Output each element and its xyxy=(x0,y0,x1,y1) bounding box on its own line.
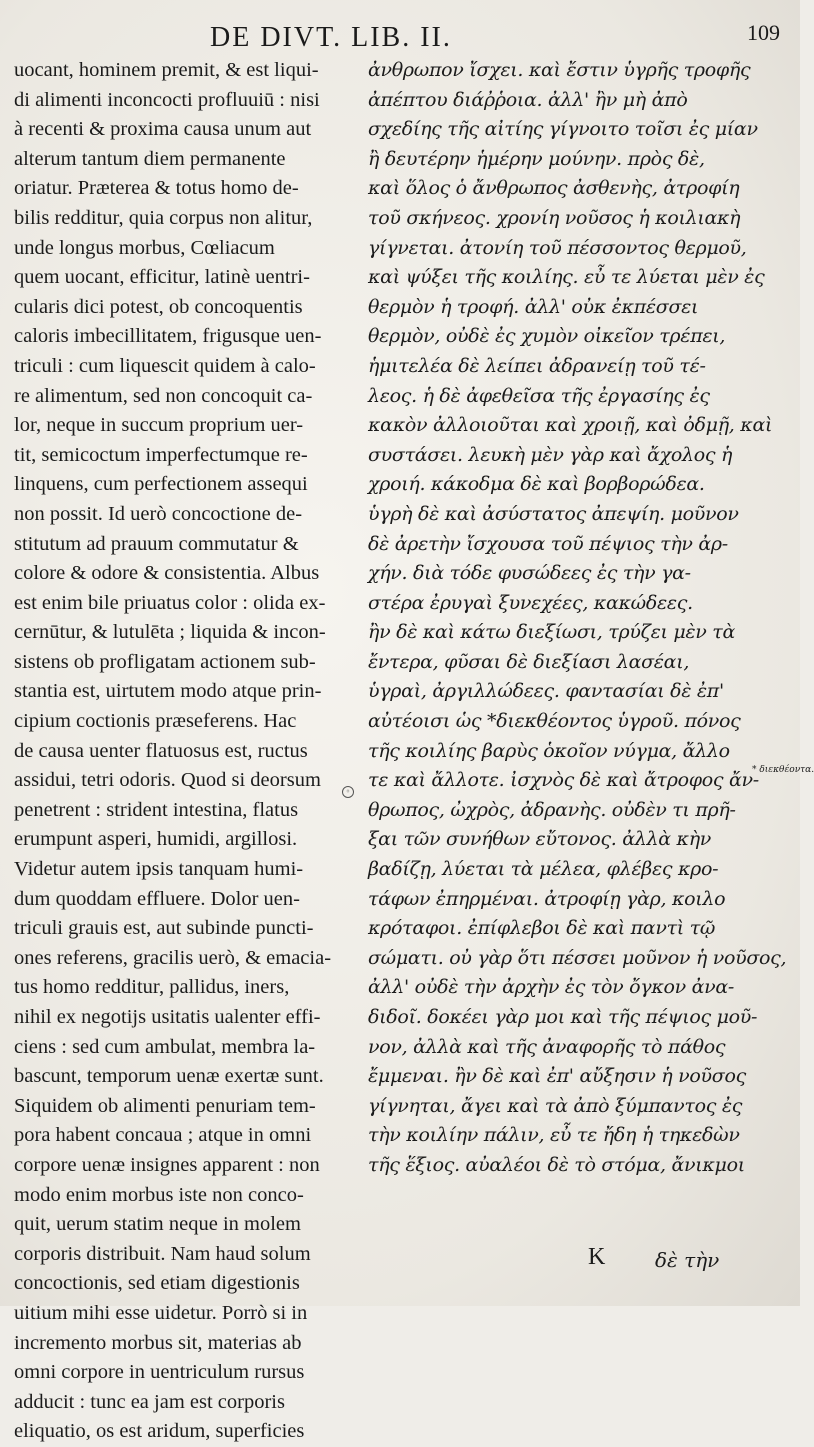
greek-text-line: θερμὸν ἡ τροφή. ἀλλ' οὐκ ἐκπέσσει xyxy=(368,295,699,318)
latin-text-line: sistens ob profligatam actionem sub- xyxy=(14,650,316,673)
latin-text-line: cularis dici potest, ob concoquentis xyxy=(14,295,303,318)
latin-text-line: ciens : sed cum ambulat, membra la- xyxy=(14,1035,316,1058)
latin-text-line: corporis distribuit. Nam haud solum xyxy=(14,1242,311,1265)
greek-text-line: χροιή. κάκοδμα δὲ καὶ βορβορώδεα. xyxy=(368,473,705,496)
marginal-marker: ◦ xyxy=(342,786,354,798)
latin-text-line: bilis redditur, quia corpus non alitur, xyxy=(14,206,313,229)
greek-text-line: θρωπος, ὠχρὸς, ἀδρανὴς. οὐδὲν τι πρῆ- xyxy=(368,798,736,821)
greek-text-line: γίγνεται. ἀτονίη τοῦ πέσσοντος θερμοῦ, xyxy=(368,236,747,259)
latin-text-line: penetrent : strident intestina, flatus xyxy=(14,798,299,821)
latin-text-line: stantia est, uirtutem modo atque prin- xyxy=(14,680,322,703)
greek-text-line: συστάσει. λευκὴ μὲν γὰρ καὶ ἄχολος ἡ xyxy=(368,443,733,466)
greek-text-line: ἔντερα, φῦσαι δὲ διεξίασι λασέαι, xyxy=(368,650,690,673)
greek-text-line: λεος. ἡ δὲ ἀφεθεῖσα τῆς ἐργασίης ἐς xyxy=(368,384,710,407)
latin-column xyxy=(14,56,390,1447)
greek-text-line: σώματι. οὐ γὰρ ὅτι πέσσει μοῦνον ἡ νοῦσος, xyxy=(368,946,787,969)
latin-text-line: adducit : tunc ea jam est corporis xyxy=(14,1390,285,1413)
greek-text-line: στέρα ἐρυγαὶ ξυνεχέες, κακώδεες. xyxy=(368,591,693,614)
greek-text-line: ἢ δευτέρην ἡμέρην μούνην. πρὸς δὲ, xyxy=(368,147,705,170)
latin-text-line: eliquatio, os est aridum, superficies xyxy=(14,1420,305,1443)
latin-text-line: triculi grauis est, aut subinde puncti- xyxy=(14,917,314,940)
greek-text-line: ἀνθρωπον ἴσχει. καὶ ἔστιν ὑγρῆς τροφῆς xyxy=(368,59,751,81)
greek-text-line: ὑγρὴ δὲ καὶ ἀσύστατος ἀπεψίη. μοῦνον xyxy=(368,502,739,525)
greek-text-line: ὑγραὶ, ἀργιλλώδεες. φαντασίαι δὲ ἐπ' xyxy=(368,680,724,703)
latin-text-line: de causa uenter flatuosus est, ructus xyxy=(14,739,308,762)
latin-text-line: oriatur. Præterea & totus homo de- xyxy=(14,177,299,200)
latin-text-line: alterum tantum diem permanente xyxy=(14,147,286,170)
greek-text-line: βαδίζῃ, λύεται τὰ μέλεα, φλέβες κρο- xyxy=(368,858,719,881)
latin-text-line: di alimenti inconcocti profluuiū : nisi xyxy=(14,88,320,111)
folio-number: 109 xyxy=(747,20,780,45)
greek-text-line: κακὸν ἀλλοιοῦται καὶ χροιῇ, καὶ ὀδμῇ, καὶ xyxy=(368,414,773,437)
latin-text-line: colore & odore & consistentia. Albus xyxy=(14,562,320,585)
greek-text-line: τοῦ σκήνεος. χρονίη νοῦσος ἡ κοιλιακὴ xyxy=(368,206,741,229)
greek-text-line: καὶ ψύξει τῆς κοιλίης. εὖ τε λύεται μὲν ἐς xyxy=(368,266,765,289)
greek-text-line: τὴν κοιλίην πάλιν, εὖ τε ἤδη ἡ τηκεδὼν xyxy=(368,1124,740,1147)
greek-text-line: ἡμιτελέα δὲ λείπει ἀδρανείῃ τοῦ τέ- xyxy=(368,354,706,377)
greek-text-line: δὲ ἀρετὴν ἴσχουσα τοῦ πέψιος τὴν ἀρ- xyxy=(368,532,728,555)
greek-text-line: ἀπέπτου διάῤῥοια. ἀλλ' ἢν μὴ ἀπὸ xyxy=(368,88,688,111)
latin-text-line: est enim bile priuatus color : olida ex- xyxy=(14,591,326,614)
latin-text-line: re alimentum, sed non concoquit ca- xyxy=(14,384,313,407)
latin-text-line: omni corpore in uentriculum rursus xyxy=(14,1361,305,1384)
greek-text-line: θερμὸν, οὐδὲ ἐς χυμὸν οἰκεῖον τρέπει, xyxy=(368,325,726,348)
latin-text-line: non possit. Id uerò concoctione de- xyxy=(14,502,303,525)
latin-text-line: ones referens, gracilis uerò, & emacia- xyxy=(14,946,332,969)
greek-text-line: γίγνηται, ἄγει καὶ τὰ ἀπὸ ξύμπαντος ἐς xyxy=(368,1094,743,1117)
greek-text-line: διδοῖ. δοκέει γὰρ μοι καὶ τῆς πέψιος μοῦ- xyxy=(368,1006,758,1028)
latin-text-line: unde longus morbus, Cœliacum xyxy=(14,236,275,259)
greek-text-line: καὶ ὅλος ὁ ἄνθρωπος ἀσθενὴς, ἀτροφίη xyxy=(368,177,740,200)
latin-text-line: dum quoddam effluere. Dolor uen- xyxy=(14,887,300,910)
latin-text-line: cernūtur, & lutulēta ; liquida & incon- xyxy=(14,621,326,644)
greek-text-line: αὐτέοισι ὡς *διεκθέοντος ὑγροῦ. πόνος xyxy=(368,710,741,733)
latin-text-line: Videtur autem ipsis tanquam humi- xyxy=(14,858,304,881)
latin-text-line: corpore uenæ insignes apparent : non xyxy=(14,1153,320,1176)
margin-note: * διεκθέοντα. xyxy=(752,765,814,775)
latin-text-line: bascunt, temporum uenæ exertæ sunt. xyxy=(14,1065,324,1088)
greek-text-line: τάφων ἐπηρμέναι. ἀτροφίῃ γὰρ, κοιλο xyxy=(368,887,726,910)
latin-text-line: uitium mihi esse uidetur. Porrò si in xyxy=(14,1301,308,1324)
latin-text-line: linquens, cum perfectionem assequi xyxy=(14,473,308,496)
latin-text-line: modo enim morbus iste non conco- xyxy=(14,1183,304,1206)
latin-text-line: stitutum ad prauum commutatur & xyxy=(14,532,299,555)
greek-text-line: τε καὶ ἄλλοτε. ἰσχνὸς δὲ καὶ ἄτροφος ἄν- xyxy=(368,769,759,792)
latin-text-line: caloris imbecillitatem, frigusque uen- xyxy=(14,325,322,348)
greek-text-line: τῆς ἕξιος. αὐαλέοι δὲ τὸ στόμα, ἄνικμοι xyxy=(368,1153,745,1176)
latin-text-line: cipium coctionis præseferens. Hac xyxy=(14,710,297,733)
greek-text-line: κρόταφοι. ἐπίφλεβοι δὲ καὶ παντὶ τῷ xyxy=(368,917,716,940)
latin-text-line: concoctionis, sed etiam digestionis xyxy=(14,1272,300,1295)
latin-text-line: triculi : cum liquescit quidem à calo- xyxy=(14,354,316,377)
latin-text-line: Siquidem ob alimenti penuriam tem- xyxy=(14,1094,316,1117)
greek-text-line: χήν. διὰ τόδε φυσώδεες ἐς τὴν γα- xyxy=(368,562,691,585)
greek-text-line: σχεδίης τῆς αἰτίης γίγνοιτο τοῖσι ἐς μίαν xyxy=(368,118,758,141)
latin-text-line: pora habent concaua ; atque in omni xyxy=(14,1124,312,1147)
latin-text-line: quem uocant, efficitur, latinè uentri- xyxy=(14,266,310,289)
catchword: δὲ τὴν xyxy=(655,1248,720,1272)
latin-text-line: lor, neque in succum proprium uer- xyxy=(14,414,304,437)
latin-text-line: nihil ex negotijs usitatis ualenter effi- xyxy=(14,1006,321,1028)
signature-mark: K xyxy=(588,1244,606,1270)
greek-text-line: ἀλλ' οὐδὲ τὴν ἀρχὴν ἐς τὸν ὄγκον ἀνα- xyxy=(368,976,735,999)
greek-text-line: νον, ἀλλὰ καὶ τῆς ἀναφορῆς τὸ πάθος xyxy=(368,1035,726,1058)
latin-text-line: erumpunt asperi, humidi, argillosi. xyxy=(14,828,298,851)
latin-text-line: assidui, tetri odoris. Quod si deorsum xyxy=(14,769,321,792)
greek-text-line: ξαι τῶν συνήθων εὔτονος. ἀλλὰ κὴν xyxy=(368,828,712,851)
greek-text-line: ἔμμεναι. ἢν δὲ καὶ ἐπ' αὔξησιν ἡ νοῦσος xyxy=(368,1065,746,1088)
latin-text-line: tus homo redditur, pallidus, iners, xyxy=(14,976,290,999)
latin-text-line: quit, uerum statim neque in molem xyxy=(14,1213,301,1236)
greek-text-line: ἢν δὲ καὶ κάτω διεξίωσι, τρύζει μὲν τὰ xyxy=(368,621,736,644)
latin-text-line: incremento morbus sit, materias ab xyxy=(14,1331,302,1354)
greek-text-line: τῆς κοιλίης βαρὺς ὁκοῖον νύγμα, ἄλλο xyxy=(368,739,730,762)
running-title: DE DIVT. LIB. II. xyxy=(210,22,452,53)
latin-text-line: tit, semicoctum imperfectumque re- xyxy=(14,443,308,466)
latin-text-line: à recenti & proxima causa unum aut xyxy=(14,118,312,141)
latin-text-line: uocant, hominem premit, & est liqui- xyxy=(14,59,319,81)
